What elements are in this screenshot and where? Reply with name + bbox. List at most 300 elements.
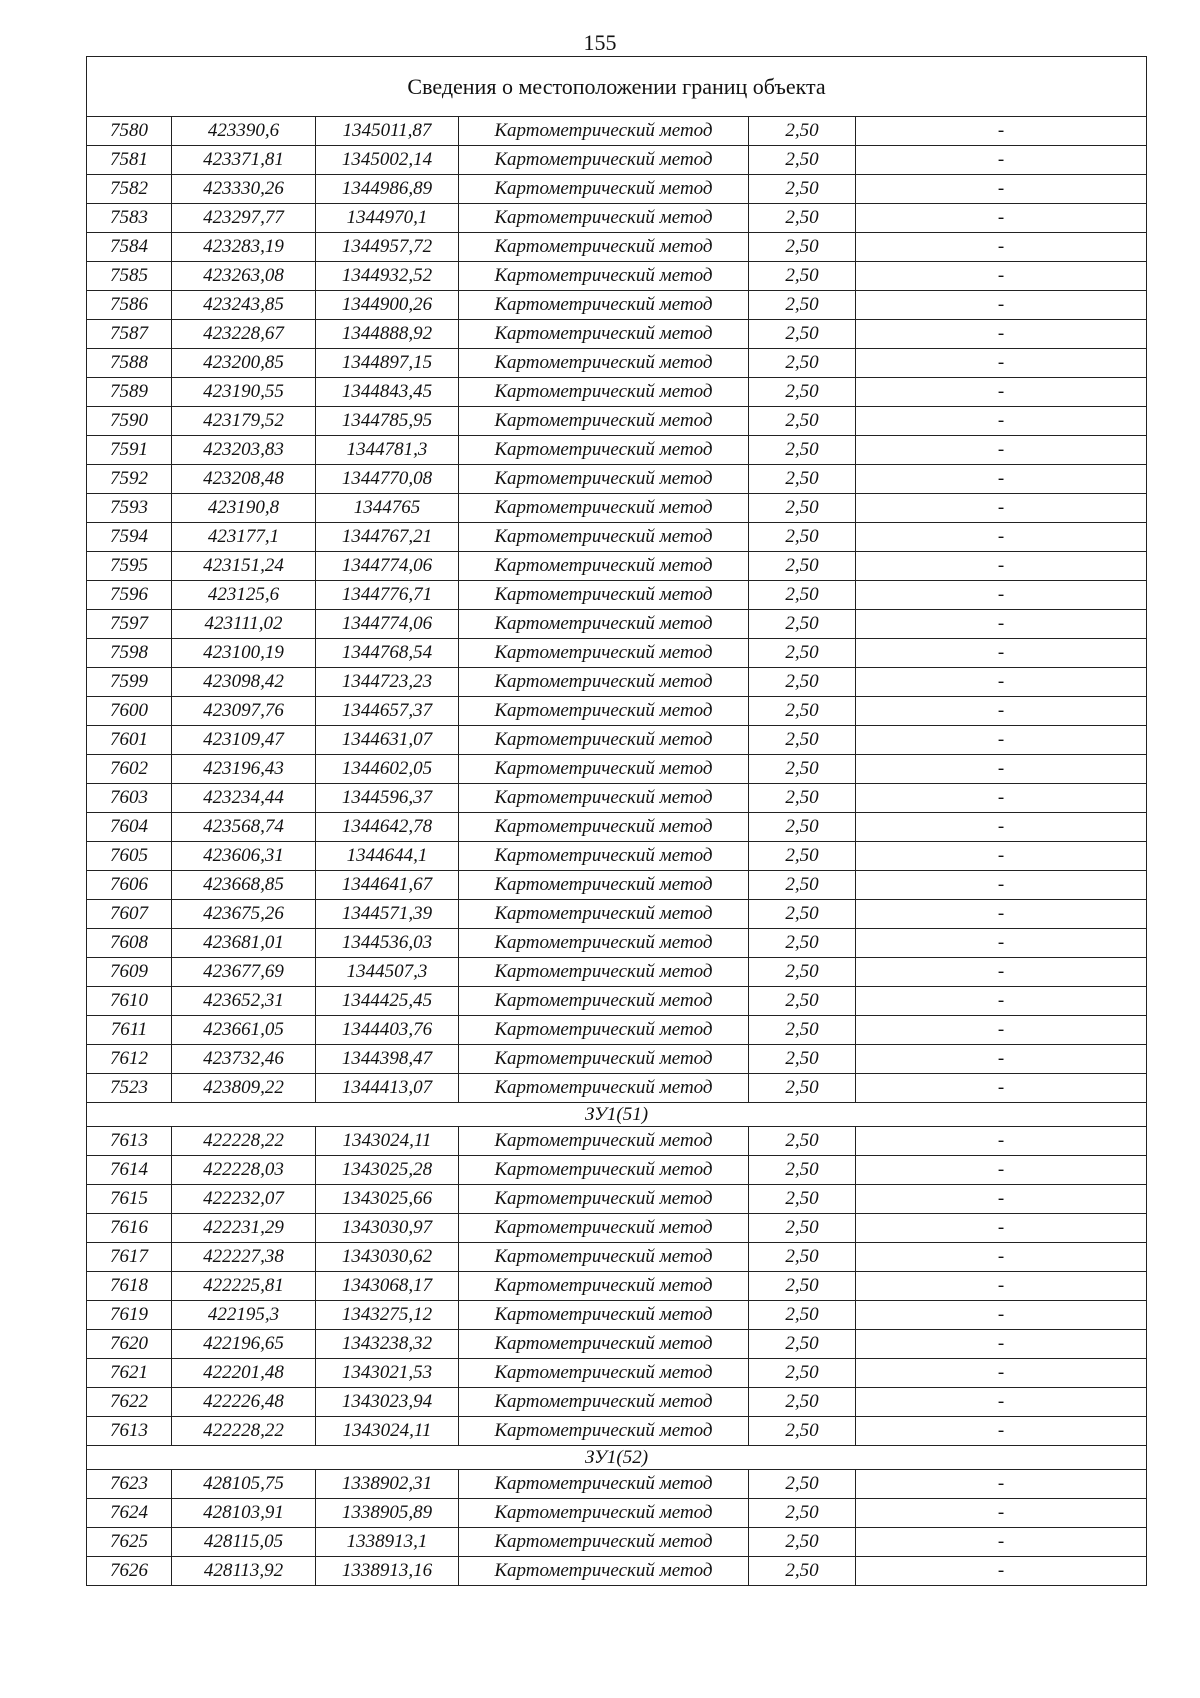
point-number-cell: 7610	[87, 987, 172, 1016]
accuracy-cell: 2,50	[749, 117, 856, 146]
table-row	[87, 465, 1147, 494]
coord-y-cell: 1344776,71	[316, 581, 459, 610]
coord-y-cell: 1344774,06	[316, 610, 459, 639]
coord-x-cell: 423661,05	[172, 1016, 316, 1045]
coord-y-cell: 1343025,66	[316, 1185, 459, 1214]
accuracy-cell: 2,50	[749, 958, 856, 987]
coord-x-cell: 423200,85	[172, 349, 316, 378]
table-title: Сведения о местоположении границ объекта	[87, 57, 1147, 117]
coord-y-cell: 1344932,52	[316, 262, 459, 291]
table-row	[87, 523, 1147, 552]
coord-x-cell: 422227,38	[172, 1243, 316, 1272]
accuracy-cell: 2,50	[749, 233, 856, 262]
accuracy-cell: 2,50	[749, 1272, 856, 1301]
coord-x-cell: 423125,6	[172, 581, 316, 610]
description-cell: -	[856, 1301, 1147, 1330]
accuracy-cell: 2,50	[749, 1417, 856, 1446]
point-number-cell: 7582	[87, 175, 172, 204]
coord-y-cell: 1344770,08	[316, 465, 459, 494]
table-row	[87, 871, 1147, 900]
method-cell: Картометрический метод	[459, 175, 749, 204]
point-number-cell: 7603	[87, 784, 172, 813]
point-number-cell: 7586	[87, 291, 172, 320]
coord-y-cell: 1343021,53	[316, 1359, 459, 1388]
accuracy-cell: 2,50	[749, 697, 856, 726]
coord-y-cell: 1338913,1	[316, 1528, 459, 1557]
coord-x-cell: 423568,74	[172, 813, 316, 842]
coord-y-cell: 1343068,17	[316, 1272, 459, 1301]
point-number-cell: 7604	[87, 813, 172, 842]
method-cell: Картометрический метод	[459, 813, 749, 842]
accuracy-cell: 2,50	[749, 900, 856, 929]
description-cell: -	[856, 117, 1147, 146]
coord-y-cell: 1344768,54	[316, 639, 459, 668]
table-row	[87, 117, 1147, 146]
table-body	[87, 57, 1147, 1586]
point-number-cell: 7605	[87, 842, 172, 871]
accuracy-cell: 2,50	[749, 1528, 856, 1557]
coord-x-cell: 423283,19	[172, 233, 316, 262]
method-cell: Картометрический метод	[459, 146, 749, 175]
accuracy-cell: 2,50	[749, 1499, 856, 1528]
coord-x-cell: 423371,81	[172, 146, 316, 175]
point-number-cell: 7614	[87, 1156, 172, 1185]
coord-x-cell: 423263,08	[172, 262, 316, 291]
table-row	[87, 552, 1147, 581]
coord-x-cell: 423179,52	[172, 407, 316, 436]
point-number-cell: 7613	[87, 1417, 172, 1446]
description-cell: -	[856, 1156, 1147, 1185]
accuracy-cell: 2,50	[749, 987, 856, 1016]
point-number-cell: 7623	[87, 1470, 172, 1499]
coord-x-cell: 423330,26	[172, 175, 316, 204]
table-row	[87, 987, 1147, 1016]
description-cell: -	[856, 958, 1147, 987]
description-cell: -	[856, 1016, 1147, 1045]
coord-y-cell: 1343238,32	[316, 1330, 459, 1359]
accuracy-cell: 2,50	[749, 1156, 856, 1185]
method-cell: Картометрический метод	[459, 842, 749, 871]
coord-y-cell: 1344398,47	[316, 1045, 459, 1074]
coord-y-cell: 1344644,1	[316, 842, 459, 871]
point-number-cell: 7581	[87, 146, 172, 175]
point-number-cell: 7608	[87, 929, 172, 958]
coord-x-cell: 423606,31	[172, 842, 316, 871]
table-row	[87, 1272, 1147, 1301]
coord-x-cell: 423196,43	[172, 755, 316, 784]
coord-y-cell: 1344900,26	[316, 291, 459, 320]
accuracy-cell: 2,50	[749, 436, 856, 465]
accuracy-cell: 2,50	[749, 349, 856, 378]
accuracy-cell: 2,50	[749, 262, 856, 291]
description-cell: -	[856, 494, 1147, 523]
method-cell: Картометрический метод	[459, 233, 749, 262]
coord-y-cell: 1343030,62	[316, 1243, 459, 1272]
method-cell: Картометрический метод	[459, 436, 749, 465]
method-cell: Картометрический метод	[459, 262, 749, 291]
description-cell: -	[856, 465, 1147, 494]
accuracy-cell: 2,50	[749, 1016, 856, 1045]
coord-x-cell: 423675,26	[172, 900, 316, 929]
coord-y-cell: 1344774,06	[316, 552, 459, 581]
method-cell: Картометрический метод	[459, 1045, 749, 1074]
description-cell: -	[856, 668, 1147, 697]
method-cell: Картометрический метод	[459, 755, 749, 784]
description-cell: -	[856, 1417, 1147, 1446]
table-row	[87, 1470, 1147, 1499]
point-number-cell: 7580	[87, 117, 172, 146]
table-row	[87, 929, 1147, 958]
method-cell: Картометрический метод	[459, 610, 749, 639]
table-row	[87, 813, 1147, 842]
point-number-cell: 7599	[87, 668, 172, 697]
coord-x-cell: 423208,48	[172, 465, 316, 494]
description-cell: -	[856, 378, 1147, 407]
description-cell: -	[856, 1470, 1147, 1499]
table-row	[87, 436, 1147, 465]
point-number-cell: 7606	[87, 871, 172, 900]
point-number-cell: 7597	[87, 610, 172, 639]
coord-y-cell: 1344957,72	[316, 233, 459, 262]
description-cell: -	[856, 813, 1147, 842]
method-cell: Картометрический метод	[459, 784, 749, 813]
table-row	[87, 320, 1147, 349]
method-cell: Картометрический метод	[459, 900, 749, 929]
point-number-cell: 7594	[87, 523, 172, 552]
table-row	[87, 262, 1147, 291]
coord-y-cell: 1344602,05	[316, 755, 459, 784]
coord-x-cell: 422195,3	[172, 1301, 316, 1330]
point-number-cell: 7523	[87, 1074, 172, 1103]
accuracy-cell: 2,50	[749, 1359, 856, 1388]
method-cell: Картометрический метод	[459, 697, 749, 726]
point-number-cell: 7585	[87, 262, 172, 291]
point-number-cell: 7591	[87, 436, 172, 465]
coord-y-cell: 1344413,07	[316, 1074, 459, 1103]
point-number-cell: 7589	[87, 378, 172, 407]
accuracy-cell: 2,50	[749, 146, 856, 175]
page-number: 155	[583, 30, 617, 55]
method-cell: Картометрический метод	[459, 1470, 749, 1499]
coord-x-cell: 423097,76	[172, 697, 316, 726]
table-row	[87, 175, 1147, 204]
table-row	[87, 1214, 1147, 1243]
method-cell: Картометрический метод	[459, 1417, 749, 1446]
method-cell: Картометрический метод	[459, 291, 749, 320]
coord-x-cell: 423243,85	[172, 291, 316, 320]
accuracy-cell: 2,50	[749, 204, 856, 233]
method-cell: Картометрический метод	[459, 1156, 749, 1185]
point-number-cell: 7588	[87, 349, 172, 378]
description-cell: -	[856, 407, 1147, 436]
accuracy-cell: 2,50	[749, 1214, 856, 1243]
accuracy-cell: 2,50	[749, 784, 856, 813]
description-cell: -	[856, 349, 1147, 378]
coord-y-cell: 1343024,11	[316, 1417, 459, 1446]
point-number-cell: 7616	[87, 1214, 172, 1243]
point-number-cell: 7607	[87, 900, 172, 929]
point-number-cell: 7583	[87, 204, 172, 233]
table-row	[87, 639, 1147, 668]
accuracy-cell: 2,50	[749, 494, 856, 523]
table-row	[87, 1301, 1147, 1330]
coord-x-cell: 422228,22	[172, 1417, 316, 1446]
coord-x-cell: 422196,65	[172, 1330, 316, 1359]
point-number-cell: 7615	[87, 1185, 172, 1214]
accuracy-cell: 2,50	[749, 581, 856, 610]
coord-x-cell: 423732,46	[172, 1045, 316, 1074]
method-cell: Картометрический метод	[459, 320, 749, 349]
point-number-cell: 7595	[87, 552, 172, 581]
description-cell: -	[856, 1074, 1147, 1103]
coord-y-cell: 1344970,1	[316, 204, 459, 233]
description-cell: -	[856, 1214, 1147, 1243]
table-row	[87, 755, 1147, 784]
table-row	[87, 581, 1147, 610]
description-cell: -	[856, 233, 1147, 262]
point-number-cell: 7601	[87, 726, 172, 755]
description-cell: -	[856, 146, 1147, 175]
description-cell: -	[856, 639, 1147, 668]
coord-x-cell: 423151,24	[172, 552, 316, 581]
table-row	[87, 1074, 1147, 1103]
method-cell: Картометрический метод	[459, 1185, 749, 1214]
coord-y-cell: 1338905,89	[316, 1499, 459, 1528]
accuracy-cell: 2,50	[749, 1045, 856, 1074]
description-cell: -	[856, 1330, 1147, 1359]
accuracy-cell: 2,50	[749, 929, 856, 958]
table-row	[87, 233, 1147, 262]
coord-x-cell: 428105,75	[172, 1470, 316, 1499]
coord-y-cell: 1338902,31	[316, 1470, 459, 1499]
coord-x-cell: 428103,91	[172, 1499, 316, 1528]
accuracy-cell: 2,50	[749, 1388, 856, 1417]
coord-y-cell: 1344507,3	[316, 958, 459, 987]
accuracy-cell: 2,50	[749, 1127, 856, 1156]
coord-x-cell: 423100,19	[172, 639, 316, 668]
coord-x-cell: 428113,92	[172, 1557, 316, 1586]
method-cell: Картометрический метод	[459, 494, 749, 523]
description-cell: -	[856, 552, 1147, 581]
coord-y-cell: 1344888,92	[316, 320, 459, 349]
coord-x-cell: 423109,47	[172, 726, 316, 755]
coord-y-cell: 1344723,23	[316, 668, 459, 697]
coord-x-cell: 423668,85	[172, 871, 316, 900]
accuracy-cell: 2,50	[749, 320, 856, 349]
method-cell: Картометрический метод	[459, 204, 749, 233]
point-number-cell: 7602	[87, 755, 172, 784]
description-cell: -	[856, 1499, 1147, 1528]
section-label: ЗУ1(52)	[87, 1446, 1147, 1470]
coord-x-cell: 423234,44	[172, 784, 316, 813]
accuracy-cell: 2,50	[749, 1074, 856, 1103]
method-cell: Картометрический метод	[459, 1074, 749, 1103]
table-row	[87, 958, 1147, 987]
method-cell: Картометрический метод	[459, 1301, 749, 1330]
table-row	[87, 1330, 1147, 1359]
coord-x-cell: 423228,67	[172, 320, 316, 349]
description-cell: -	[856, 987, 1147, 1016]
point-number-cell: 7600	[87, 697, 172, 726]
point-number-cell: 7619	[87, 1301, 172, 1330]
table-title-row	[87, 57, 1147, 117]
coord-y-cell: 1344781,3	[316, 436, 459, 465]
coord-x-cell: 422225,81	[172, 1272, 316, 1301]
description-cell: -	[856, 1185, 1147, 1214]
description-cell: -	[856, 697, 1147, 726]
method-cell: Картометрический метод	[459, 726, 749, 755]
accuracy-cell: 2,50	[749, 291, 856, 320]
accuracy-cell: 2,50	[749, 726, 856, 755]
method-cell: Картометрический метод	[459, 1557, 749, 1586]
table-row	[87, 146, 1147, 175]
method-cell: Картометрический метод	[459, 929, 749, 958]
accuracy-cell: 2,50	[749, 842, 856, 871]
accuracy-cell: 2,50	[749, 1301, 856, 1330]
table-row	[87, 900, 1147, 929]
description-cell: -	[856, 1557, 1147, 1586]
description-cell: -	[856, 1243, 1147, 1272]
description-cell: -	[856, 523, 1147, 552]
coord-y-cell: 1344843,45	[316, 378, 459, 407]
description-cell: -	[856, 175, 1147, 204]
coord-x-cell: 423177,1	[172, 523, 316, 552]
coord-y-cell: 1345002,14	[316, 146, 459, 175]
point-number-cell: 7624	[87, 1499, 172, 1528]
table-row	[87, 1388, 1147, 1417]
table-row	[87, 1243, 1147, 1272]
accuracy-cell: 2,50	[749, 378, 856, 407]
coord-x-cell: 423297,77	[172, 204, 316, 233]
boundary-coordinates-table	[86, 56, 1147, 1586]
method-cell: Картометрический метод	[459, 1499, 749, 1528]
accuracy-cell: 2,50	[749, 407, 856, 436]
coord-y-cell: 1344631,07	[316, 726, 459, 755]
description-cell: -	[856, 929, 1147, 958]
coord-x-cell: 423098,42	[172, 668, 316, 697]
coord-y-cell: 1343025,28	[316, 1156, 459, 1185]
method-cell: Картометрический метод	[459, 552, 749, 581]
point-number-cell: 7596	[87, 581, 172, 610]
coord-x-cell: 422228,03	[172, 1156, 316, 1185]
accuracy-cell: 2,50	[749, 1330, 856, 1359]
coord-y-cell: 1344767,21	[316, 523, 459, 552]
table-row	[87, 291, 1147, 320]
method-cell: Картометрический метод	[459, 1016, 749, 1045]
coord-y-cell: 1344641,67	[316, 871, 459, 900]
point-number-cell: 7625	[87, 1528, 172, 1557]
coord-x-cell: 423190,55	[172, 378, 316, 407]
coord-y-cell: 1344785,95	[316, 407, 459, 436]
coord-x-cell: 423681,01	[172, 929, 316, 958]
point-number-cell: 7609	[87, 958, 172, 987]
point-number-cell: 7593	[87, 494, 172, 523]
table-row	[87, 726, 1147, 755]
point-number-cell: 7590	[87, 407, 172, 436]
accuracy-cell: 2,50	[749, 1470, 856, 1499]
description-cell: -	[856, 1127, 1147, 1156]
accuracy-cell: 2,50	[749, 175, 856, 204]
coord-x-cell: 422231,29	[172, 1214, 316, 1243]
table-row	[87, 1417, 1147, 1446]
description-cell: -	[856, 784, 1147, 813]
table-row	[87, 1045, 1147, 1074]
method-cell: Картометрический метод	[459, 407, 749, 436]
table-row	[87, 1557, 1147, 1586]
method-cell: Картометрический метод	[459, 581, 749, 610]
coord-y-cell: 1343024,11	[316, 1127, 459, 1156]
method-cell: Картометрический метод	[459, 871, 749, 900]
point-number-cell: 7618	[87, 1272, 172, 1301]
coord-y-cell: 1338913,16	[316, 1557, 459, 1586]
method-cell: Картометрический метод	[459, 378, 749, 407]
coord-x-cell: 422201,48	[172, 1359, 316, 1388]
method-cell: Картометрический метод	[459, 1243, 749, 1272]
coord-y-cell: 1344897,15	[316, 349, 459, 378]
accuracy-cell: 2,50	[749, 755, 856, 784]
point-number-cell: 7584	[87, 233, 172, 262]
coord-x-cell: 423390,6	[172, 117, 316, 146]
coord-x-cell: 422228,22	[172, 1127, 316, 1156]
table-row	[87, 1156, 1147, 1185]
table-row	[87, 1359, 1147, 1388]
coord-x-cell: 423809,22	[172, 1074, 316, 1103]
table-row	[87, 494, 1147, 523]
table-row	[87, 610, 1147, 639]
table-row	[87, 349, 1147, 378]
table-row	[87, 1528, 1147, 1557]
section-header-row	[87, 1446, 1147, 1470]
description-cell: -	[856, 262, 1147, 291]
table-row	[87, 1016, 1147, 1045]
accuracy-cell: 2,50	[749, 523, 856, 552]
method-cell: Картометрический метод	[459, 1214, 749, 1243]
coord-y-cell: 1344986,89	[316, 175, 459, 204]
method-cell: Картометрический метод	[459, 668, 749, 697]
description-cell: -	[856, 436, 1147, 465]
accuracy-cell: 2,50	[749, 1557, 856, 1586]
description-cell: -	[856, 1045, 1147, 1074]
accuracy-cell: 2,50	[749, 552, 856, 581]
description-cell: -	[856, 1528, 1147, 1557]
coord-y-cell: 1344642,78	[316, 813, 459, 842]
coord-y-cell: 1343275,12	[316, 1301, 459, 1330]
accuracy-cell: 2,50	[749, 813, 856, 842]
description-cell: -	[856, 726, 1147, 755]
accuracy-cell: 2,50	[749, 1243, 856, 1272]
description-cell: -	[856, 204, 1147, 233]
method-cell: Картометрический метод	[459, 1528, 749, 1557]
point-number-cell: 7620	[87, 1330, 172, 1359]
coord-x-cell: 423652,31	[172, 987, 316, 1016]
coord-y-cell: 1344425,45	[316, 987, 459, 1016]
section-header-row	[87, 1103, 1147, 1127]
description-cell: -	[856, 900, 1147, 929]
table-row	[87, 842, 1147, 871]
method-cell: Картометрический метод	[459, 1388, 749, 1417]
description-cell: -	[856, 842, 1147, 871]
coord-y-cell: 1343023,94	[316, 1388, 459, 1417]
table-row	[87, 1499, 1147, 1528]
coord-y-cell: 1344403,76	[316, 1016, 459, 1045]
table-row	[87, 378, 1147, 407]
coord-x-cell: 423190,8	[172, 494, 316, 523]
description-cell: -	[856, 291, 1147, 320]
accuracy-cell: 2,50	[749, 1185, 856, 1214]
description-cell: -	[856, 581, 1147, 610]
point-number-cell: 7612	[87, 1045, 172, 1074]
method-cell: Картометрический метод	[459, 523, 749, 552]
